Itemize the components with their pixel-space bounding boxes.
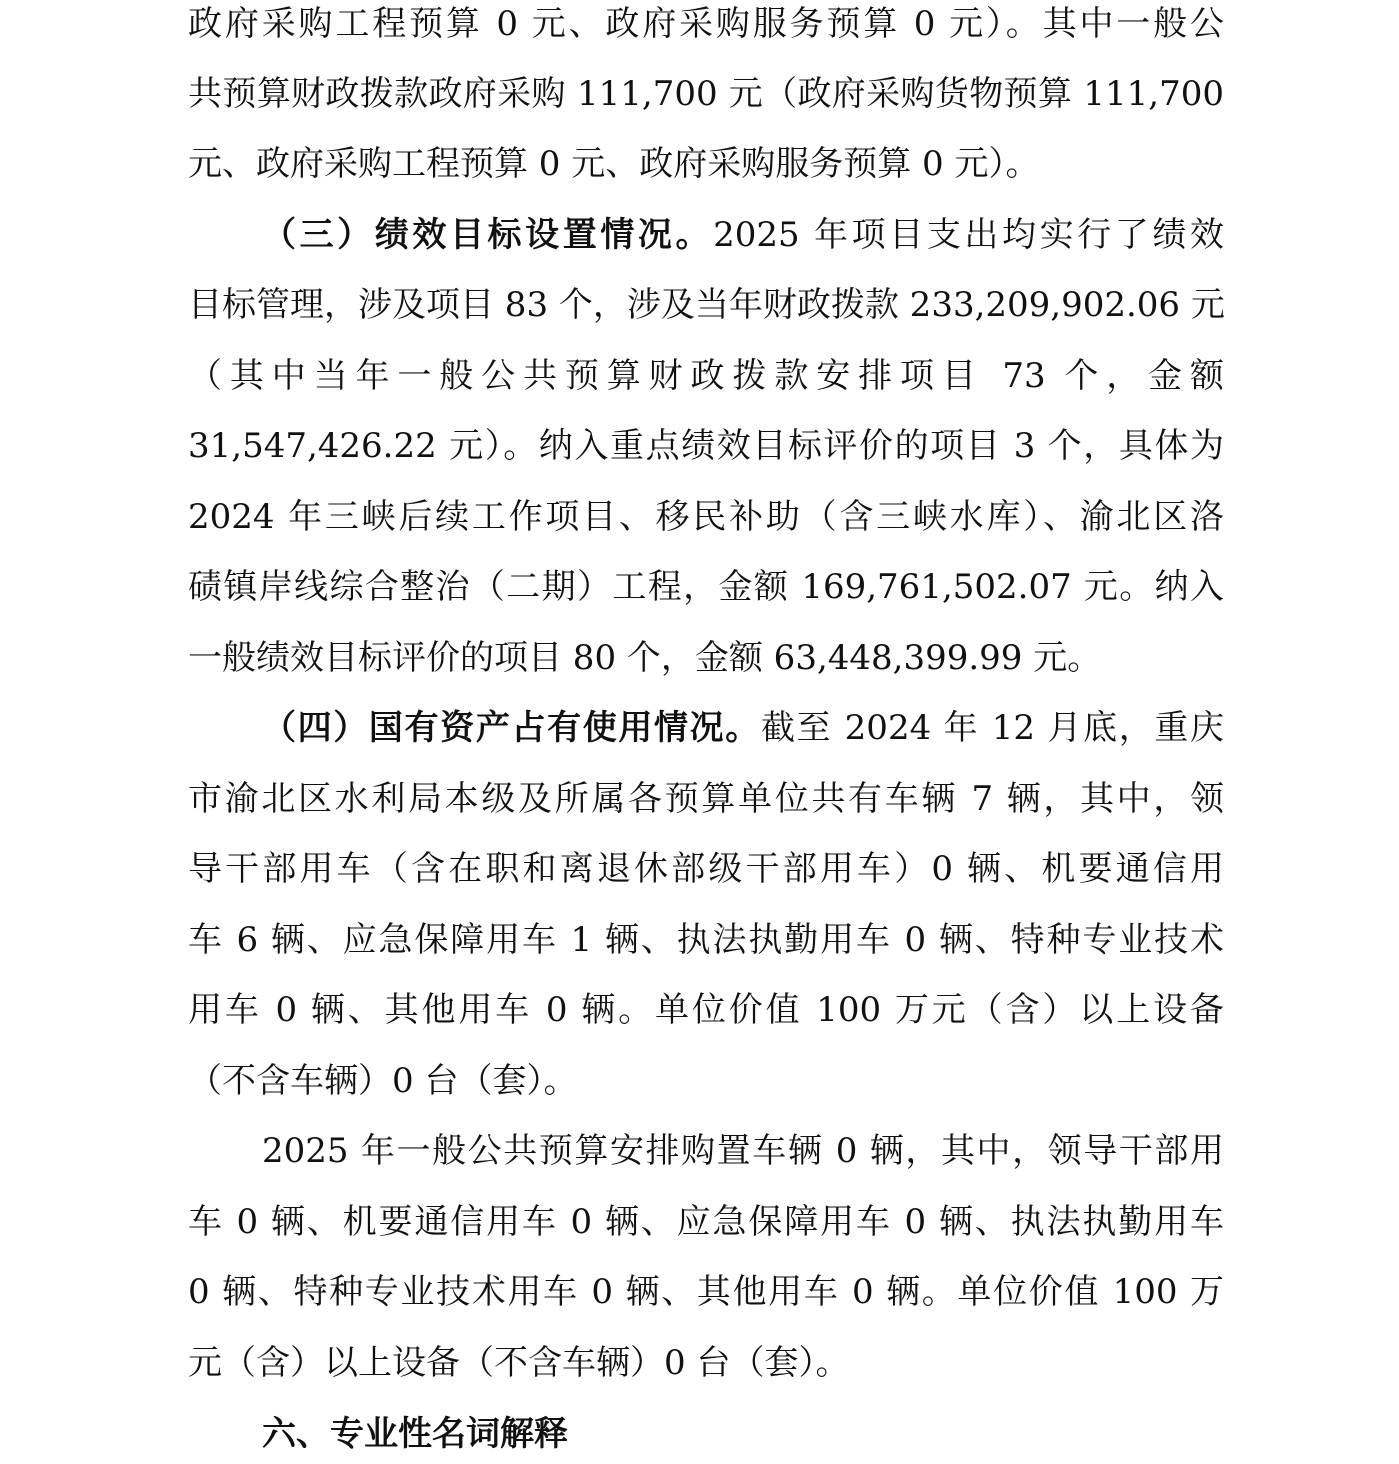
paragraph-3-line-5: 用车 0 辆、其他用车 0 辆。单位价值 100 万元（含）以上设备 — [188, 990, 1224, 1030]
paragraph-2-line-5: 2024 年三峡后续工作项目、移民补助（含三峡水库）、渝北区洛 — [188, 497, 1224, 537]
paragraph-4-line-3: 0 辆、特种专业技术用车 0 辆、其他用车 0 辆。单位价值 100 万 — [188, 1272, 1224, 1312]
paragraph-2-line-1-rest: 2025 年项目支出均实行了绩效 — [713, 215, 1224, 255]
paragraph-2-line-3: （其中当年一般公共预算财政拨款安排项目 73 个，金额 — [188, 356, 1224, 396]
paragraph-1-line-1: 政府采购工程预算 0 元、政府采购服务预算 0 元）。其中一般公 — [188, 4, 1224, 44]
paragraph-1-line-2: 共预算财政拨款政府采购 111,700 元（政府采购货物预算 111,700 — [188, 74, 1224, 114]
section-heading: 六、专业性名词解释 — [262, 1414, 568, 1454]
paragraph-1-line-3: 元、政府采购工程预算 0 元、政府采购服务预算 0 元）。 — [188, 144, 1040, 184]
paragraph-3-line-3: 导干部用车（含在职和离退休部级干部用车）0 辆、机要通信用 — [188, 849, 1224, 889]
paragraph-3-line-1-rest: 截至 2024 年 12 月底，重庆 — [760, 708, 1225, 748]
paragraph-2-line-1 — [262, 205, 1224, 265]
paragraph-4-line-4: 元（含）以上设备（不含车辆）0 台（套）。 — [188, 1343, 850, 1383]
paragraph-4-line-1: 2025 年一般公共预算安排购置车辆 0 辆，其中，领导干部用 — [262, 1131, 1224, 1171]
paragraph-3-line-4: 车 6 辆、应急保障用车 1 辆、执法执勤用车 0 辆、特种专业技术 — [188, 920, 1224, 960]
paragraph-3-line-6: （不含车辆）0 台（套）。 — [188, 1061, 578, 1101]
paragraph-2-line-7: 一般绩效目标评价的项目 80 个，金额 63,448,399.99 元。 — [188, 638, 1102, 678]
paragraph-2-line-4: 31,547,426.22 元）。纳入重点绩效目标评价的项目 3 个，具体为 — [188, 426, 1224, 466]
paragraph-3-line-2: 市渝北区水利局本级及所属各预算单位共有车辆 7 辆，其中，领 — [188, 779, 1224, 819]
paragraph-2-line-2: 目标管理，涉及项目 83 个，涉及当年财政拨款 233,209,902.06 元 — [188, 285, 1225, 325]
paragraph-3-lead: （四）国有资产占有使用情况。 — [262, 708, 761, 748]
paragraph-2-lead: （三）绩效目标设置情况。 — [262, 215, 714, 255]
paragraph-2-line-6: 碛镇岸线综合整治（二期）工程，金额 169,761,502.07 元。纳入 — [188, 567, 1224, 607]
paragraph-3-line-1 — [262, 698, 1224, 758]
paragraph-4-line-2: 车 0 辆、机要通信用车 0 辆、应急保障用车 0 辆、执法执勤用车 — [188, 1202, 1224, 1242]
